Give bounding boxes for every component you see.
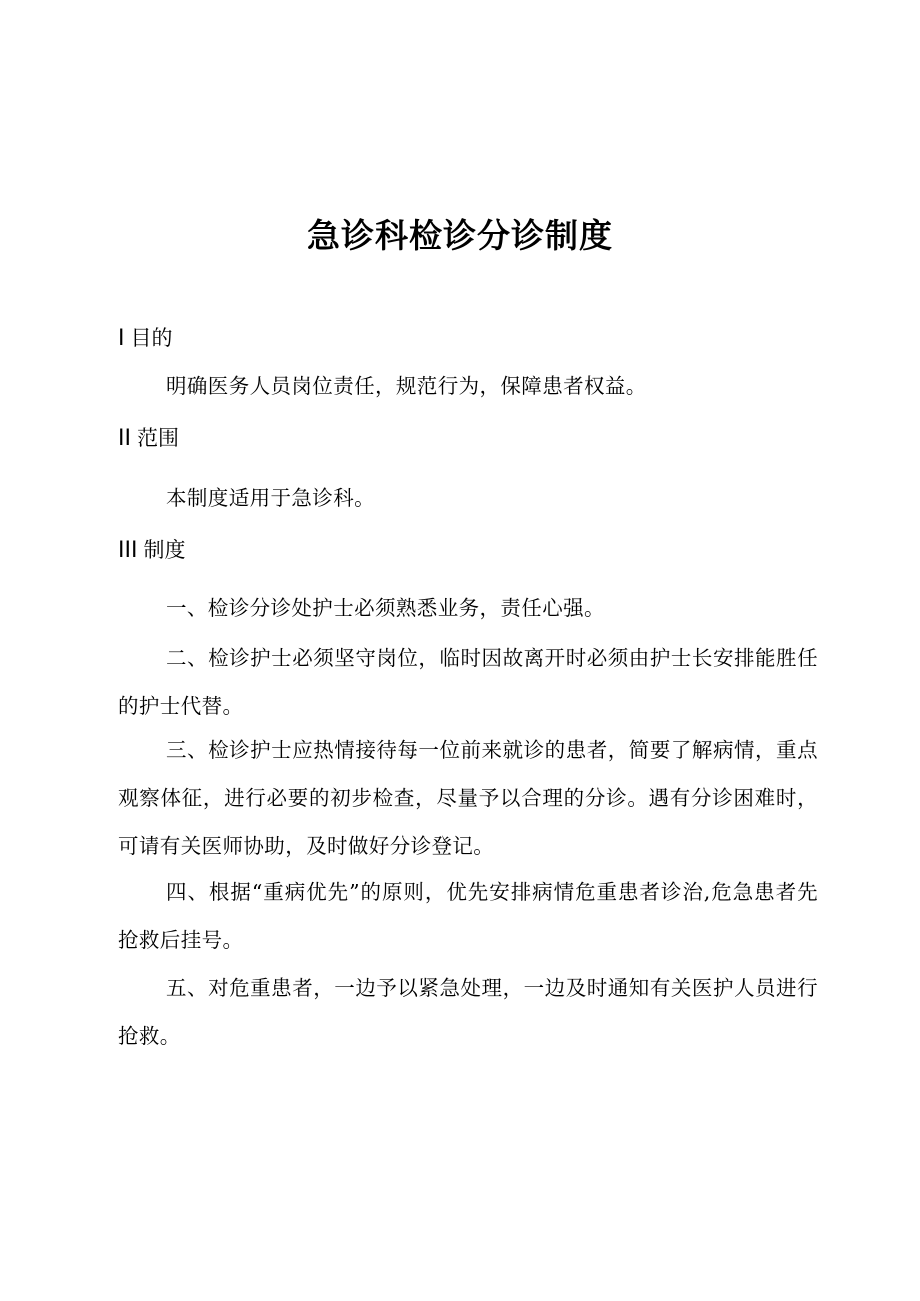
- policy-item: 一、检诊分诊处护士必须熟悉业务，责任心强。: [166, 596, 605, 620]
- policy-item: 五、对危重患者，一边予以紧急处理，一边及时通知有关医护人员进行抢救。: [118, 976, 818, 1048]
- section-number: II: [118, 426, 131, 451]
- policy-item: 四、根据“重病优先”的原则，优先安排病情危重患者诊治,危急患者先抢救后挂号。: [118, 880, 818, 952]
- section-heading-purpose: [118, 323, 173, 354]
- section-number: III: [118, 538, 138, 563]
- policy-item: 三、检诊护士应热情接待每一位前来就诊的患者，简要了解病情，重点观察体征，进行必要的初步检查，尽量予以合理的分诊。遇有分诊困难时，可请有关医师协助，及时做好分诊登记。: [118, 738, 818, 858]
- purpose-paragraph: 明确医务人员岗位责任，规范行为，保障患者权益。: [166, 374, 647, 398]
- policy-item: 二、检诊护士必须坚守岗位，临时因故离开时必须由护士长安排能胜任的护士代替。: [118, 646, 818, 718]
- section-title: 范围: [136, 426, 179, 450]
- scope-paragraph: 本制度适用于急诊科。: [166, 486, 375, 510]
- section-number: I: [118, 326, 125, 351]
- section-heading-scope: [118, 423, 179, 454]
- section-heading-policy: [118, 535, 185, 566]
- section-title: 制度: [143, 538, 186, 562]
- section-title: 目的: [130, 326, 173, 350]
- document-title: 急诊科检诊分诊制度: [307, 216, 613, 255]
